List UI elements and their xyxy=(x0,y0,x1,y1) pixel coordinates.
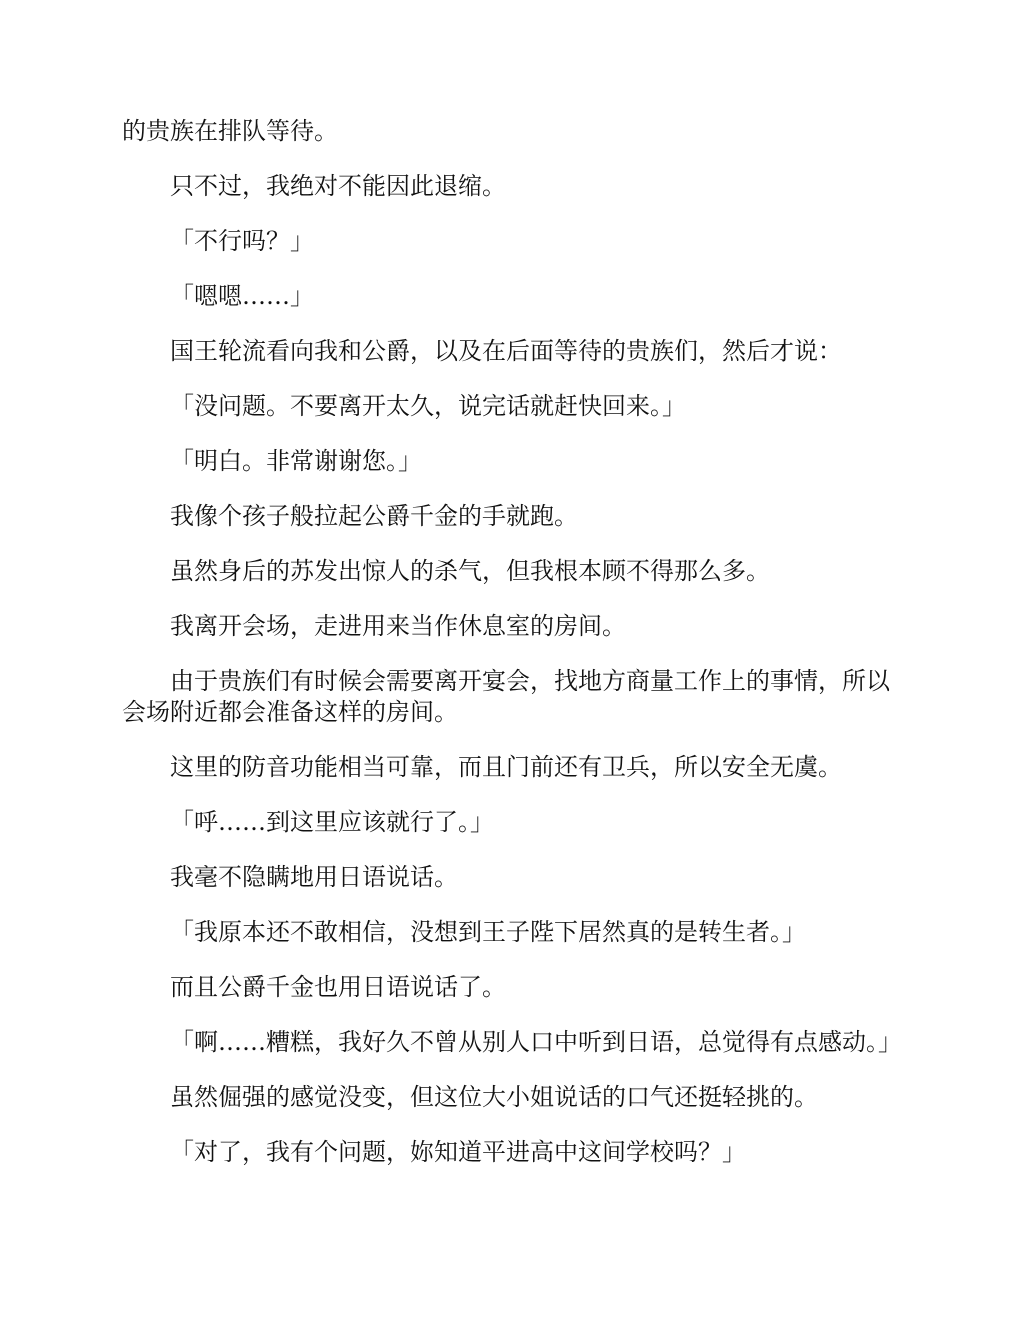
paragraph: 「我原本还不敢相信，没想到王子陛下居然真的是转生者。」 xyxy=(170,918,806,946)
paragraph: 「啊……糟糕，我好久不曾从别人口中听到日语，总觉得有点感动。」 xyxy=(170,1028,902,1056)
paragraph: 我毫不隐瞒地用日语说话。 xyxy=(170,863,458,891)
paragraph: 由于贵族们有时候会需要离开宴会，找地方商量工作上的事情，所以会场附近都会准备这样的房间。 xyxy=(122,667,890,726)
paragraph: 「嗯嗯……」 xyxy=(170,282,314,310)
paragraph: 的贵族在排队等待。 xyxy=(122,117,338,145)
paragraph: 「明白。非常谢谢您。」 xyxy=(170,447,422,475)
paragraph: 只不过，我绝对不能因此退缩。 xyxy=(170,172,506,200)
paragraph: 「没问题。不要离开太久，说完话就赶快回来。」 xyxy=(170,392,686,420)
paragraph: 我像个孩子般拉起公爵千金的手就跑。 xyxy=(170,502,578,530)
paragraph: 虽然身后的苏发出惊人的杀气，但我根本顾不得那么多。 xyxy=(170,557,770,585)
paragraph: 「呼……到这里应该就行了。」 xyxy=(170,808,494,836)
text-body xyxy=(122,116,902,1192)
paragraph: 而且公爵千金也用日语说话了。 xyxy=(170,973,506,1001)
paragraph: 虽然倔强的感觉没变，但这位大小姐说话的口气还挺轻挑的。 xyxy=(170,1083,818,1111)
paragraph: 国王轮流看向我和公爵，以及在后面等待的贵族们，然后才说： xyxy=(170,337,842,365)
paragraph: 我离开会场，走进用来当作休息室的房间。 xyxy=(170,612,626,640)
paragraph: 「不行吗？」 xyxy=(170,227,314,255)
paragraph: 这里的防音功能相当可靠，而且门前还有卫兵，所以安全无虞。 xyxy=(170,753,842,781)
paragraph: 「对了，我有个问题，妳知道平进高中这间学校吗？」 xyxy=(170,1138,746,1166)
